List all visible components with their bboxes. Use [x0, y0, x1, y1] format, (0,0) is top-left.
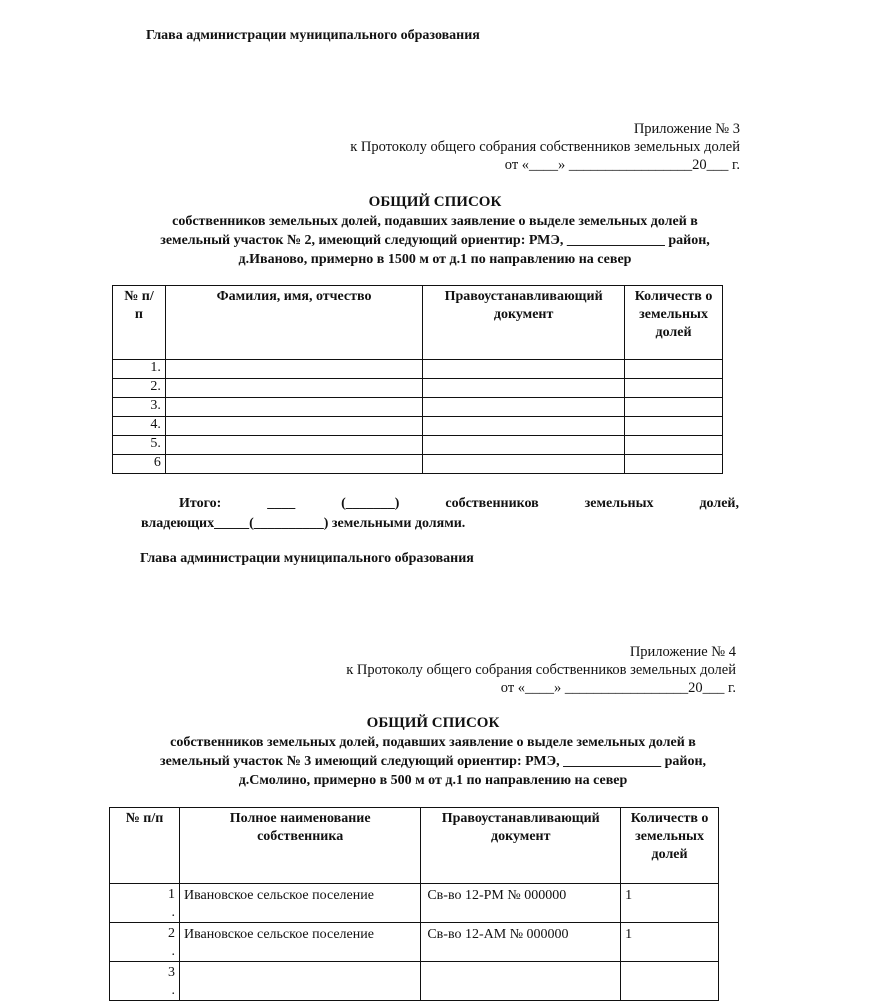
total-owners-words-blank: (_______) [341, 496, 400, 511]
row-name[interactable] [165, 436, 422, 455]
head-signature: Глава администрации муниципального образования [146, 28, 480, 43]
row-document[interactable] [423, 455, 625, 474]
row-name[interactable] [165, 360, 422, 379]
table-row [110, 962, 719, 1001]
row-owner-name[interactable]: Ивановское сельское поселение [180, 923, 421, 962]
table-row [113, 455, 723, 474]
row-name[interactable] [165, 455, 422, 474]
row-shares[interactable]: 1 [621, 884, 719, 923]
table-row [113, 417, 723, 436]
row-document[interactable] [421, 962, 621, 1001]
total-text: земельных [584, 496, 654, 511]
table-header-row [113, 286, 723, 360]
table-row [113, 398, 723, 417]
owners-table-2 [109, 807, 719, 1001]
appendix-date: от «____» _________________20___ г. [500, 680, 736, 696]
total-text: собственников [445, 496, 539, 511]
row-number: 5. [113, 436, 166, 455]
row-document[interactable] [423, 360, 625, 379]
col-header-document: Правоустанавливающий документ [423, 286, 625, 360]
row-shares[interactable] [625, 360, 723, 379]
row-document[interactable]: Св-во 12-АМ № 000000 [421, 923, 621, 962]
total-line-2: владеющих_____(__________) земельными долями. [141, 516, 466, 531]
total-paragraph [141, 494, 739, 534]
row-number: 3 . [110, 962, 180, 1001]
row-document[interactable] [423, 379, 625, 398]
row-number: 1 . [110, 884, 180, 923]
table-row [110, 884, 719, 923]
col-header-number: № п/п [113, 286, 166, 360]
appendix-3-header [350, 120, 740, 174]
subtitle-line: собственников земельных долей, подавших заявление о выделе земельных долей в [170, 735, 696, 750]
appendix-title: Приложение № 3 [633, 121, 740, 137]
subtitle-line: земельный участок № 2, имеющий следующий ориентир: РМЭ, ______________ район, [160, 233, 710, 248]
owners-table-1 [112, 285, 723, 474]
row-shares[interactable] [621, 962, 719, 1001]
subtitle-line: земельный участок № 3 имеющий следующий ориентир: РМЭ, ______________ район, [159, 754, 707, 769]
col-header-shares: Количеств о земельных долей [625, 286, 723, 360]
row-document[interactable] [423, 417, 625, 436]
row-owner-name[interactable] [180, 962, 421, 1001]
total-label: Итого: [179, 496, 222, 511]
col-header-document: Правоустанавливающий документ [421, 808, 621, 884]
list-title: ОБЩИЙ СПИСОК [366, 715, 500, 731]
row-document[interactable] [423, 436, 625, 455]
total-text: долей, [699, 496, 739, 511]
row-document[interactable]: Св-во 12-РМ № 000000 [421, 884, 621, 923]
row-name[interactable] [165, 379, 422, 398]
row-document[interactable] [423, 398, 625, 417]
appendix-4-header [346, 643, 736, 697]
col-header-name: Фамилия, имя, отчество [165, 286, 422, 360]
table-row [113, 379, 723, 398]
row-name[interactable] [165, 398, 422, 417]
col-header-shares: Количеств о земельных долей [621, 808, 719, 884]
total-line-1 [141, 494, 739, 514]
row-owner-name[interactable]: Ивановское сельское поселение [180, 884, 421, 923]
row-number: 1. [113, 360, 166, 379]
list-title: ОБЩИЙ СПИСОК [368, 194, 502, 210]
appendix-protocol: к Протоколу общего собрания собственников земельных долей [350, 139, 740, 155]
row-shares[interactable] [625, 455, 723, 474]
row-number: 2. [113, 379, 166, 398]
row-shares[interactable] [625, 417, 723, 436]
signature-line: Глава администрации муниципального образования [140, 551, 474, 566]
row-number: 3. [113, 398, 166, 417]
table-row [113, 360, 723, 379]
row-shares[interactable] [625, 398, 723, 417]
row-number: 4. [113, 417, 166, 436]
subtitle-line: д.Иваново, примерно в 1500 м от д.1 по направлению на север [238, 252, 632, 267]
list-heading-1 [100, 193, 770, 269]
appendix-date: от «____» _________________20___ г. [504, 157, 740, 173]
subtitle-line: д.Смолино, примерно в 500 м от д.1 по направлению на север [238, 773, 628, 788]
row-shares[interactable] [625, 379, 723, 398]
row-shares[interactable]: 1 [621, 923, 719, 962]
col-header-number: № п/п [110, 808, 180, 884]
table-row [110, 923, 719, 962]
list-heading-2 [100, 714, 766, 790]
total-owners-blank: ____ [267, 496, 296, 511]
row-shares[interactable] [625, 436, 723, 455]
appendix-title: Приложение № 4 [629, 644, 736, 660]
table-row [113, 436, 723, 455]
appendix-protocol: к Протоколу общего собрания собственников земельных долей [346, 662, 736, 678]
row-number: 6 [113, 455, 166, 474]
row-name[interactable] [165, 417, 422, 436]
table-header-row [110, 808, 719, 884]
row-number: 2 . [110, 923, 180, 962]
col-header-owner-name: Полное наименование собственника [180, 808, 421, 884]
subtitle-line: собственников земельных долей, подавших заявление о выделе земельных долей в [172, 214, 698, 229]
